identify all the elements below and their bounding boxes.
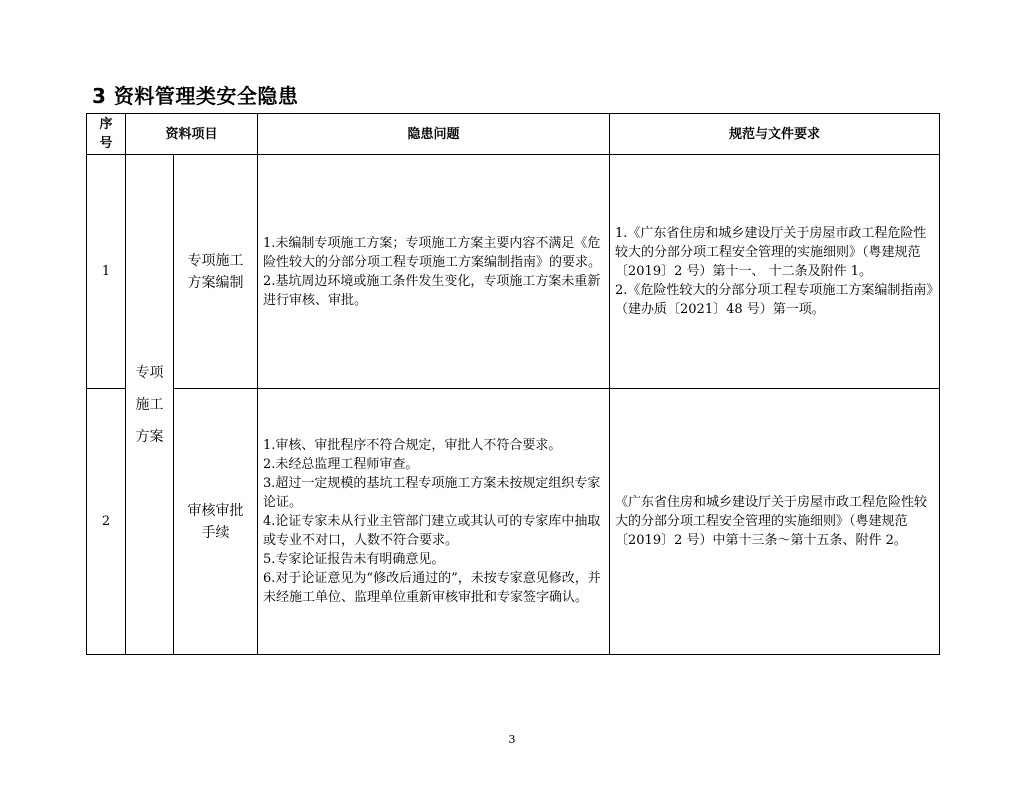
- table-header-row: [87, 114, 940, 155]
- row-requirements: [610, 155, 940, 389]
- issue-item: 2.未经总监理工程师审查。: [263, 457, 419, 472]
- item-line: 审核审批: [187, 502, 244, 519]
- issue-item: 1.未编制专项施工方案；专项施工方案主要内容不满足《危险性较大的分部分项工程专项施工方案编制指南》的要求。: [263, 235, 602, 270]
- table-row: [87, 155, 940, 389]
- issue-item: 5.专家论证报告未有明确意见。: [263, 552, 445, 567]
- category-line: 施工: [135, 396, 164, 413]
- issue-item: 3.超过一定规模的基坑工程专项施工方案未按规定组织专家论证。: [263, 476, 601, 510]
- page-number: 3: [508, 733, 516, 746]
- row-item: [174, 389, 258, 655]
- category-line: 专项: [135, 364, 164, 381]
- issue-item: 2.基坑周边环境或施工条件发生变化，专项施工方案未重新进行审核、审批。: [263, 273, 601, 308]
- table-row: [87, 389, 940, 655]
- header-issue: 隐患问题: [258, 114, 610, 155]
- section-heading: 3 资料管理类安全隐患: [92, 84, 299, 108]
- row-issues: [258, 389, 610, 655]
- requirement-item: 《广东省住房和城乡建设厅关于房屋市政工程危险性较大的分部分项工程安全管理的实施细则》（粤建规范〔2019〕2 号）中第十三条～第十五条、附件 2。: [615, 495, 928, 548]
- requirement-item: 1.《广东省住房和城乡建设厅关于房屋市政工程危险性较大的分部分项工程安全管理的实施细则》（粤建规范〔2019〕2 号）第十一、 十二条及附件 1。: [615, 226, 927, 279]
- issue-item: 6.对于论证意见为“修改后通过的”，未按专家意见修改，并未经施工单位、监理单位重新审核审批和专家签字确认。: [263, 571, 601, 605]
- row-item: [174, 155, 258, 389]
- category-cell: [126, 155, 174, 655]
- row-seq: 1: [87, 155, 126, 389]
- item-line: 手续: [201, 524, 230, 541]
- item-line: 专项施工: [187, 252, 244, 269]
- header-requirement: 规范与文件要求: [610, 114, 940, 155]
- row-requirements: [610, 389, 940, 655]
- item-line: 方案编制: [187, 274, 244, 291]
- row-seq: 2: [87, 389, 126, 655]
- hazard-table: [86, 113, 940, 655]
- category-line: 方案: [135, 428, 164, 445]
- header-seq: 序号: [87, 114, 126, 155]
- issue-item: 4.论证专家未从行业主管部门建立或其认可的专家库中抽取或专业不对口，人数不符合要求。: [263, 514, 601, 548]
- requirement-item: 2.《危险性较大的分部分项工程专项施工方案编制指南》（建办质〔2021〕48 号）第一项。: [615, 283, 933, 317]
- row-issues: [258, 155, 610, 389]
- header-item: 资料项目: [126, 114, 258, 155]
- issue-item: 1.审核、审批程序不符合规定，审批人不符合要求。: [263, 438, 562, 453]
